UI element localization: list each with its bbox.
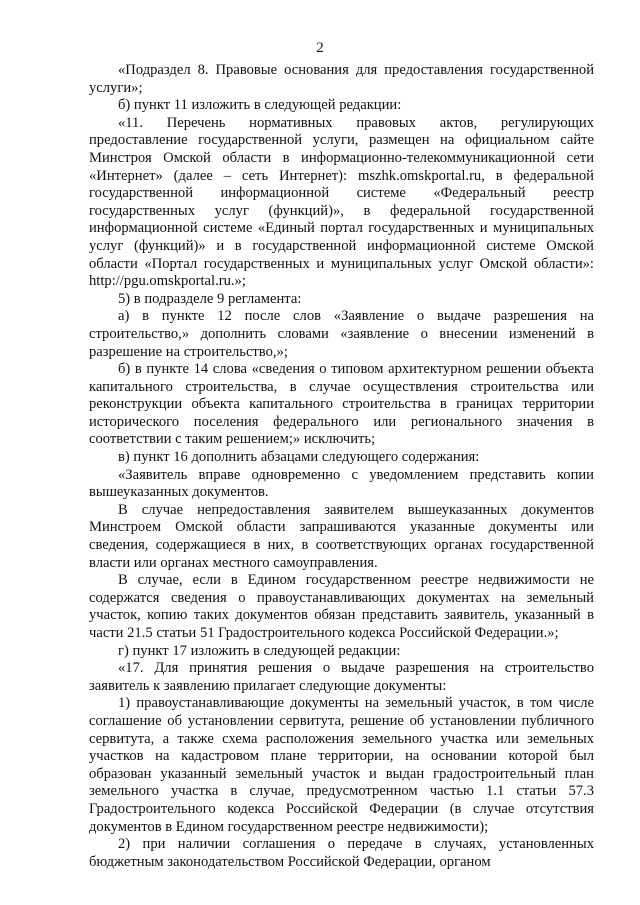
paragraph-list-item-1: 1) правоустанавливающие документы на земельный участок, в том числе соглашение об установлении сервитута, решение об установлении публичного сервитута, а также схема расположения земельного участка или земельных участков на кадастровом плане территории, на основании которой был образован указанный земельный участок и выдан градостроительный план земельного участка в случае, предусмотренном частью 1.1 статьи 57.3 Градостроительного кодекса Российской Федерации (в случае отсутствия документов в Едином государственном реестре недвижимости); (89, 695, 594, 835)
paragraph-applicant-right: «Заявитель вправе одновременно с уведомлением представить копии вышеуказанных документов. (89, 466, 594, 501)
paragraph-point-11-text: «11. Перечень нормативных правовых актов, регулирующих предоставление государственной услуги, размещен на официальном сайте Минстроя Омской области в информационно-телекоммуникационной сети «Интернет» (далее – сеть Интернет): mszhk.omskportal.ru, в федеральной государственной информационной системе «Федеральный реестр государственных услуг (функций)», в федеральной государственной информационной системе «Единый портал государственных и муниципальных услуг (функций)» и в государственной информационной системе Омской области «Портал государственных и муниципальных услуг Омской области»: http://pgu.omskportal.ru.»; (89, 114, 594, 290)
paragraph-unified-registry: В случае, если в Едином государственном реестре недвижимости не содержатся сведения о правоустанавливающих документах на земельный участок, копию таких документов обязан представить заявитель, указанный в части 21.5 статьи 51 Градостроительного кодекса Российской Федерации.»; (89, 572, 594, 641)
paragraph-item-g-point-17: г) пункт 17 изложить в следующей редакции: (118, 642, 401, 659)
paragraph-item-5-subsection-9: 5) в подразделе 9 регламента: (118, 290, 302, 307)
paragraph-list-item-2: 2) при наличии соглашения о передаче в случаях, установленных бюджетным законодательством Российской Федерации, органом (89, 836, 594, 870)
paragraph-non-submission: В случае непредоставления заявителем вышеуказанных документов Минстроем Омской области запрашиваются указанные документы или сведения, содержащиеся в них, в соответствующих органах государственной власти или органах местного самоуправления. (89, 501, 594, 571)
paragraph-item-a-point-12: а) в пункте 12 после слов «Заявление о выдаче разрешения на строительство,» дополнить словами «заявление о внесении изменений в разрешение на строительство,»; (89, 308, 594, 360)
paragraph-subsection-8-title: «Подраздел 8. Правовые основания для предоставления государственной услуги»; (89, 62, 594, 96)
paragraph-item-b-point-14: б) в пункте 14 слова «сведения о типовом архитектурном решении объекта капитального строительства, в случае осуществления строительства или реконструкции объекта капитального строительства в границах территории исторического поселения федерального или регионального значения в соответствии с таким решением;» исключить; (89, 361, 594, 448)
page-number: 2 (316, 40, 324, 56)
paragraph-point-17-text: «17. Для принятия решения о выдаче разрешения на строительство заявитель к заявлению прилагает следующие документы: (89, 660, 594, 694)
document-body (89, 62, 594, 871)
paragraph-item-v-point-16: в) пункт 16 дополнить абзацами следующего содержания: (118, 449, 480, 466)
paragraph-item-b-point-11: б) пункт 11 изложить в следующей редакции: (118, 97, 402, 114)
